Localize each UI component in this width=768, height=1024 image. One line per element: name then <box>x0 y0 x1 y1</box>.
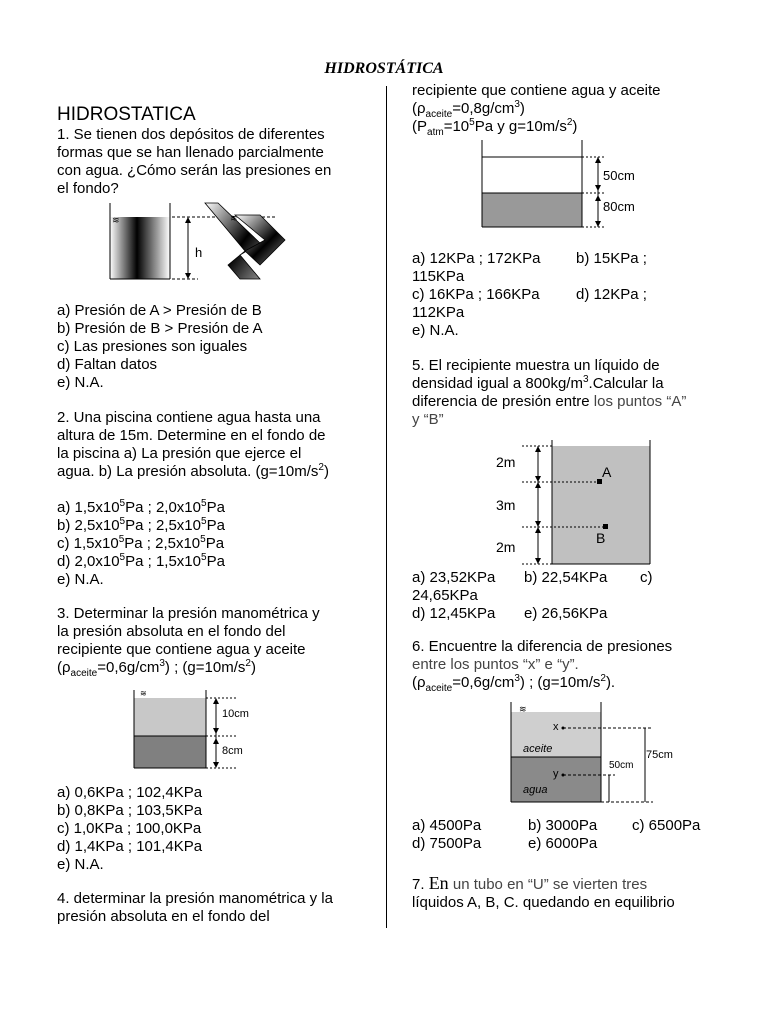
fig-label-50cm: 50cm <box>609 760 634 771</box>
q4-cont-line-1: recipiente que contiene agua y aceite <box>412 82 661 99</box>
q3-option-b: b) 0,8KPa ; 103,5KPa <box>57 802 203 819</box>
q3-figure <box>130 688 260 773</box>
q3-option-c: c) 1,0KPa ; 100,0KPa <box>57 820 202 837</box>
q1-option-e: e) N.A. <box>57 374 104 391</box>
q3-option-d: d) 1,4KPa ; 101,4KPa <box>57 838 203 855</box>
point-x-label: x <box>553 721 559 733</box>
q7-line-2: líquidos A, B, C. quedando en equilibrio <box>412 894 675 911</box>
q5-line-2: densidad igual a $800kg/m^3.Calcular$ la <box>412 374 664 392</box>
section-heading: HIDROSTATICA <box>57 104 196 125</box>
q3-line-1: 3. Determinar la presión manométrica y <box>57 605 320 622</box>
oil-label: aceite <box>523 743 553 755</box>
q6 <box>412 638 672 692</box>
water-level-icon: ≋ <box>230 213 238 223</box>
fig-label-75cm: 75cm <box>646 749 673 761</box>
q1-option-b: b) Presión de B > Presión de A <box>57 320 263 337</box>
q6-line-1: 6. Encuentre la diferencia de presiones <box>412 638 673 655</box>
q1-line-3: con agua. ¿Cómo serán las presiones en <box>57 162 332 179</box>
q2 <box>57 409 329 589</box>
q1-line-2: formas que se han llenado parcialmente <box>57 144 324 161</box>
water-layer <box>134 736 206 768</box>
q2-option-d: d) $2,0x10^5Pa$ ; $1,5x10^5Pa$ <box>57 552 225 570</box>
fig-label-3m: 3m <box>496 497 516 513</box>
q4-continued <box>412 82 661 136</box>
q4-line-1: 4. determinar la presión manométrica y la <box>57 890 333 907</box>
water-label: agua <box>523 784 548 796</box>
q7 <box>412 874 675 912</box>
container-a <box>110 217 170 279</box>
fig-label-80cm: 80cm <box>603 199 635 214</box>
left-column <box>57 104 331 198</box>
q5-option-row-1: a) 23,52KPa b) 22,54KPa c) <box>412 569 653 586</box>
q1-options <box>57 302 263 392</box>
water-level-icon: ≋ <box>519 704 527 714</box>
q2-line-1: 2. Una piscina contiene agua hasta una <box>57 409 321 426</box>
q4-option-b-cont: 115KPa <box>412 268 465 285</box>
point-a-label: A <box>602 464 612 480</box>
fig-label-50cm: 50cm <box>603 168 635 183</box>
q1-option-d: d) Faltan datos <box>57 356 158 373</box>
water-level-icon: ≋ <box>140 689 147 698</box>
point-y-label: y <box>553 768 559 780</box>
liquid-layer <box>482 193 582 227</box>
q1-option-c: c) Las presiones son iguales <box>57 338 248 355</box>
fig-label-2m-top: 2m <box>496 454 516 470</box>
oil-layer <box>134 698 206 736</box>
q3-option-a: a) 0,6KPa ; 102,4KPa <box>57 784 203 801</box>
point-b-marker <box>603 524 608 529</box>
q4-option-e: e) N.A. <box>412 322 459 339</box>
q1-line-4: el fondo? <box>57 180 119 197</box>
q4-option-d-cont: 112KPa <box>412 304 465 321</box>
q1-figure <box>100 195 300 285</box>
q6-option-row-2: d) 7500Pa e) 6000Pa <box>412 835 598 852</box>
q5-option-row-2: d) 12,45KPa e) 26,56KPa <box>412 605 608 622</box>
q7-line-1: 7. En un tubo en “U” se vierten tres <box>412 873 648 893</box>
q6-options <box>412 817 701 853</box>
q1-line-1: 1. Se tienen dos depósitos de diferentes <box>57 126 325 143</box>
q5-option-c-cont: 24,65KPa <box>412 587 478 604</box>
q3-line-4: $(\rho_{aceite}=0,6g/cm^3)$ ; $(g=10m/s^2)$ <box>57 658 256 679</box>
q5-options <box>412 569 653 623</box>
q4-cont-line-3: ($P_{atm}=10^5Pa$ y $g=10m/s^2$) <box>412 117 578 138</box>
q2-option-b: b) $2,5x10^5Pa$ ; $2,5x10^5Pa$ <box>57 516 225 534</box>
q2-option-c: c) $1,5x10^5Pa$ ; $2,5x10^5Pa$ <box>57 534 225 552</box>
q2-option-a: a) $1,5x10^5Pa$ ; $2,0x10^5Pa$ <box>57 498 225 516</box>
q3-line-3: recipiente que contiene agua y aceite <box>57 641 306 658</box>
fig-label-h: h <box>195 245 203 260</box>
q1-option-a: a) Presión de A > Presión de B <box>57 302 262 319</box>
q4-options <box>412 250 647 340</box>
q4-cont-line-2: $(\rho_{aceite}=0,8g/cm^3)$ <box>412 99 525 120</box>
column-divider <box>386 86 387 928</box>
page-title: HIDROSTÁTICA <box>324 60 444 77</box>
q4 <box>57 890 333 926</box>
q6-line-3: $(\rho_{aceite}=0,6g/cm^3)$ ; $(g=10m/s^2)$. <box>412 673 616 694</box>
fig-label-2m-bottom: 2m <box>496 539 516 555</box>
q3-line-2: la presión absoluta en el fondo del <box>57 623 286 640</box>
q4-option-a-row: a) 12KPa ; 172KPa b) 15KPa ; <box>412 250 647 267</box>
q5-line-3: diferencia de presión entre los puntos “A” <box>412 393 687 410</box>
q4-option-c-row: c) 16KPa ; 166KPa d) 12KPa ; <box>412 286 647 303</box>
fig-label-10cm: 10cm <box>222 708 249 720</box>
q2-line-3: la piscina a) La presión que ejerce el <box>57 445 302 462</box>
water-level-icon: ≋ <box>112 215 120 225</box>
q5-figure <box>490 440 660 570</box>
q3-option-e: e) N.A. <box>57 856 104 873</box>
liquid-body <box>552 446 650 564</box>
q6-line-2: entre los puntos “x” e “y”. <box>412 656 579 673</box>
q6-figure <box>505 700 685 808</box>
q2-line-2: altura de 15m. Determine en el fondo de <box>57 427 326 444</box>
q4-line-2: presión absoluta en el fondo del <box>57 908 270 925</box>
q4-figure <box>478 138 648 233</box>
q5-line-4: y “B” <box>412 411 444 428</box>
q5-line-1: 5. El recipiente muestra un líquido de <box>412 357 660 374</box>
q6-option-row-1: a) 4500Pa b) 3000Pa c) 6500Pa <box>412 817 701 834</box>
q2-option-e: e) N.A. <box>57 571 104 588</box>
q5 <box>412 357 686 429</box>
q3 <box>57 605 320 677</box>
q2-line-4: agua. b) La presión absoluta. $(g=10m/s^2)$ <box>57 462 329 480</box>
q3-options <box>57 784 202 874</box>
fig-label-8cm: 8cm <box>222 745 243 757</box>
point-b-label: B <box>596 530 606 546</box>
